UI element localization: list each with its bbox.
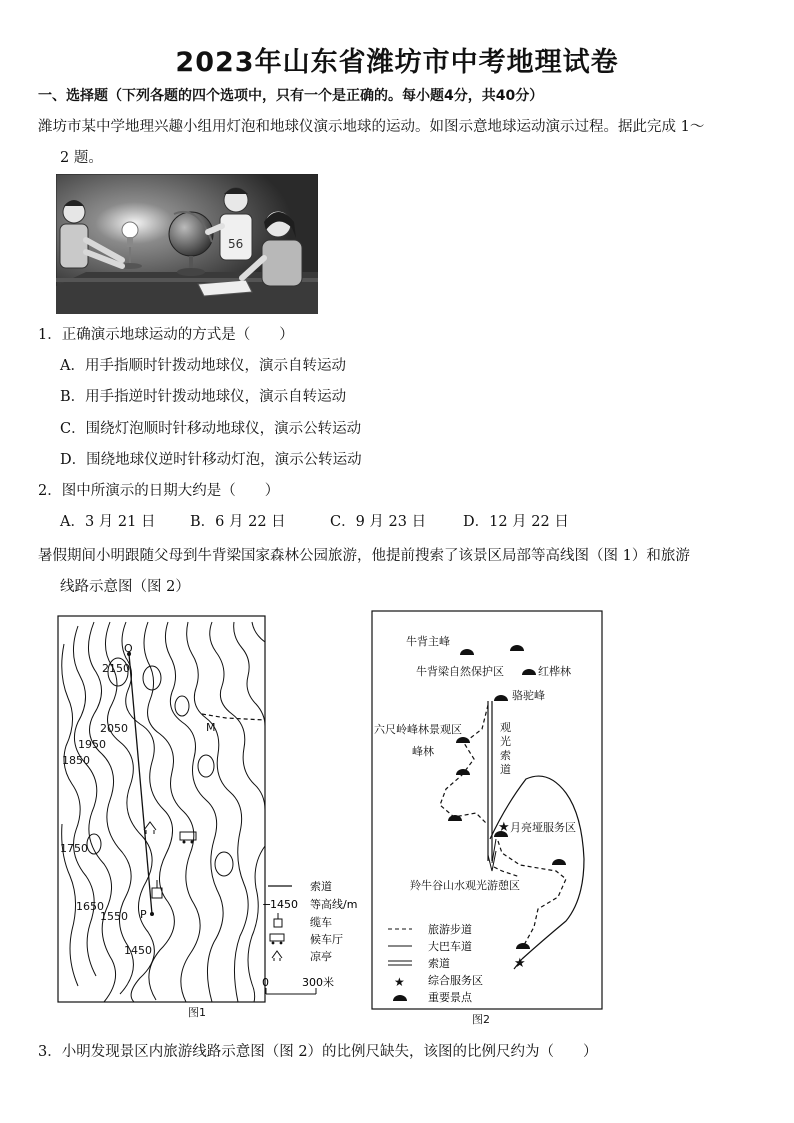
legend-cablecar: 缆车	[310, 916, 332, 929]
svg-text:56: 56	[228, 237, 244, 251]
point-p: P	[140, 908, 147, 921]
q1-option-b: B．用手指逆时针拨动地球仪，演示自转运动	[60, 389, 347, 405]
contour-label-1550: 1550	[100, 910, 128, 923]
earth-motion-illustration	[56, 174, 318, 314]
q1-option-a: A．用手指顺时针拨动地球仪，演示自转运动	[60, 358, 346, 374]
section-heading: 一、选择题（下列各题的四个选项中，只有一个是正确的。每小题4分，共40分）	[38, 88, 544, 104]
scale-zero: 0	[262, 976, 269, 989]
contour-label-1750: 1750	[60, 842, 88, 855]
legend-contour: 等高线/m	[310, 898, 358, 911]
intro-text-2b: 线路示意图（图 2）	[60, 579, 190, 595]
contour-label-1650: 1650	[76, 900, 104, 913]
fig1-caption: 图1	[188, 1006, 206, 1019]
page-title: 2023年山东省潍坊市中考地理试卷	[175, 47, 619, 78]
figure-2-route-map	[370, 609, 610, 1029]
fig1-legend	[262, 879, 357, 994]
q1-option-d: D．围绕地球仪逆时针移动灯泡，演示公转运动	[60, 452, 362, 468]
legend-star-icon: ★	[394, 975, 405, 989]
legend-bus-road: 大巴车道	[428, 940, 472, 953]
contour-label-1850: 1850	[62, 754, 90, 767]
q2-option-b: B．6 月 22 日	[190, 514, 286, 530]
service-star-icon: ★	[498, 820, 510, 835]
q2-option-c: C．9 月 23 日	[330, 514, 427, 530]
q3-stem: 3．小明发现景区内旅游线路示意图（图 2）的比例尺缺失，该图的比例尺约为（ ）	[38, 1044, 598, 1060]
label-service: 月亮垭服务区	[510, 821, 576, 834]
q2-stem: 2．图中所演示的日期大约是（ ）	[38, 483, 280, 499]
label-cableway-1: 观	[500, 721, 511, 734]
figure-1-contour-map	[56, 614, 376, 1024]
label-cableway-3: 索	[500, 749, 511, 762]
label-cableway-2: 光	[500, 735, 511, 748]
label-birch: 红桦林	[538, 665, 571, 678]
legend-trail: 旅游步道	[428, 923, 472, 936]
legend-cableway: 索道	[310, 880, 332, 893]
label-main-peak: 牛背主峰	[406, 635, 450, 648]
contour-label-1950: 1950	[78, 738, 106, 751]
service-star-icon-2: ★	[514, 956, 526, 971]
label-peak-forest: 峰林	[412, 745, 434, 758]
intro-text-1a: 潍坊市某中学地理兴趣小组用灯泡和地球仪演示地球的运动。如图示意地球运动演示过程。据此完成 1～	[38, 119, 705, 135]
point-q: Q	[124, 642, 133, 655]
legend-pavilion: 凉亭	[310, 950, 332, 963]
label-valley: 羚牛谷山水观光游憩区	[410, 879, 520, 892]
contour-label-2050: 2050	[100, 722, 128, 735]
legend-spot: 重要景点	[428, 991, 472, 1004]
point-m: M	[206, 721, 216, 734]
q2-option-d: D．12 月 22 日	[463, 514, 569, 530]
legend-bus-hall: 候车厅	[310, 933, 343, 946]
label-forest-view: 六尺岭峰林景观区	[374, 723, 462, 736]
legend-service: 综合服务区	[428, 974, 483, 987]
contour-label-2150: 2150	[102, 662, 130, 675]
intro-text-2a: 暑假期间小明跟随父母到牛背梁国家森林公园旅游，他提前搜索了该景区局部等高线图（图 1）和旅游	[38, 548, 690, 564]
q1-stem: 1．正确演示地球运动的方式是（ ）	[38, 327, 294, 343]
q1-option-c: C．围绕灯泡顺时针移动地球仪，演示公转运动	[60, 421, 362, 437]
label-camel: 骆驼峰	[512, 689, 545, 702]
label-reserve: 牛背梁自然保护区	[416, 665, 504, 678]
scale-end: 300米	[302, 976, 334, 989]
fig2-caption: 图2	[472, 1013, 490, 1026]
intro-text-1b: 2 题。	[60, 150, 103, 166]
legend-cableway: 索道	[428, 957, 450, 970]
legend-pavilion-icon	[272, 951, 282, 961]
legend-cablecar-icon	[274, 913, 282, 927]
contour-label-1450: 1450	[124, 944, 152, 957]
legend-contour-value: 1450	[270, 898, 298, 911]
label-cableway-4: 道	[500, 763, 511, 776]
svg-text:−: −	[262, 898, 272, 911]
q2-option-a: A．3 月 21 日	[60, 514, 156, 530]
legend-bus-hall-icon	[270, 934, 284, 944]
